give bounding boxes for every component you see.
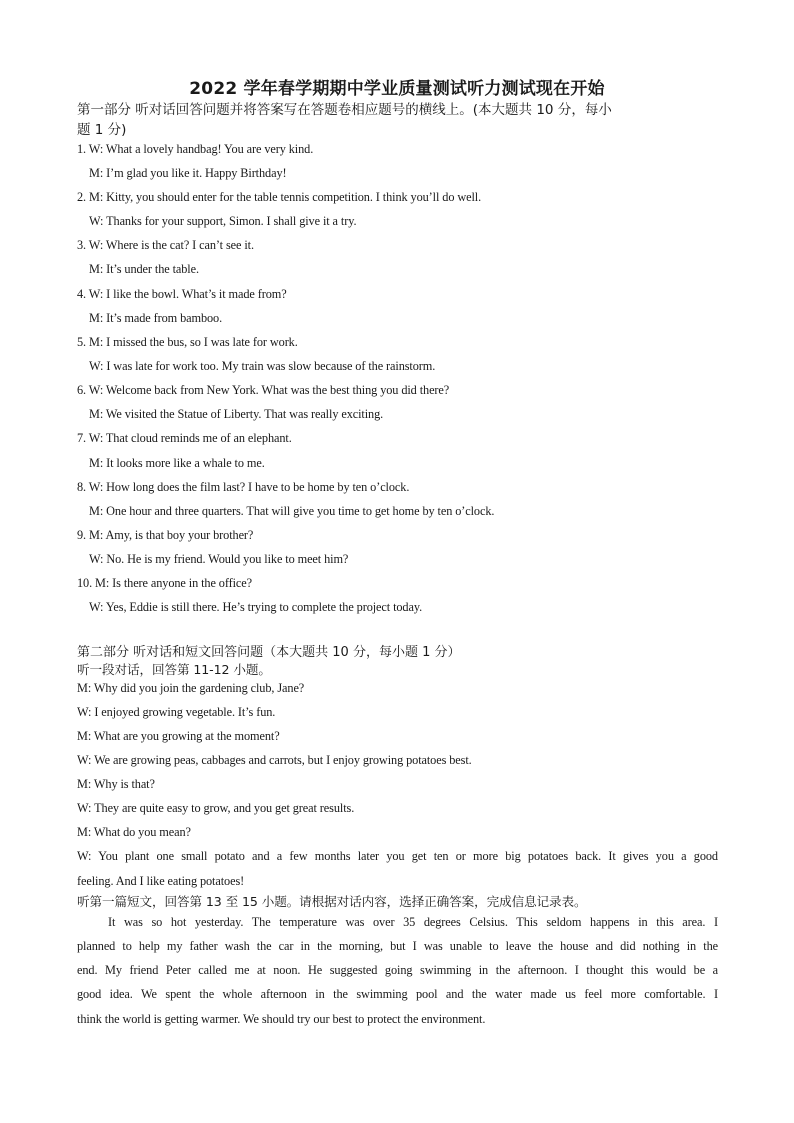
passage-line-text: end. My friend Peter called me at noon. He suggested going swimming in the afternoon. I thought this would be a [77, 963, 718, 977]
dialogue-3-question: 3. W: Where is the cat? I can’t see it. [77, 238, 254, 252]
part2-dialogue-line [77, 848, 718, 864]
part2-dialogue-line: M: Why is that? [77, 777, 155, 791]
dialogue-4-question: 4. W: I like the bowl. What’s it made from? [77, 287, 287, 301]
dialogue-7-question: 7. W: That cloud reminds me of an elephant. [77, 431, 292, 445]
part2-dialogue-line-text: W: You plant one small potato and a few months later you get ten or more big potatoes back. It gives you a good [77, 849, 718, 863]
dialogue-9-question: 9. M: Amy, is that boy your brother? [77, 528, 254, 542]
part2-dialogue-line: M: Why did you join the gardening club, Jane? [77, 681, 305, 695]
part2-subheading-passage: 听第一篇短文，回答第 13 至 15 小题。请根据对话内容，选择正确答案，完成信息记录表。 [77, 894, 587, 909]
part1-header-line1: 第一部分 听对话回答问题并将答案写在答题卷相应题号的横线上。(本大题共 10 分，每小 [77, 102, 612, 118]
part2-dialogue-line: W: I enjoyed growing vegetable. It’s fun. [77, 705, 276, 719]
part2-dialogue-line: M: What do you mean? [77, 825, 191, 839]
passage-line [108, 914, 718, 930]
dialogue-6-question: 6. W: Welcome back from New York. What was the best thing you did there? [77, 383, 450, 397]
passage-line-text: good idea. We spent the whole afternoon in the swimming pool and the water made us feel more comfortable. I [77, 987, 718, 1001]
part2-subheading-dialogue: 听一段对话，回答第 11-12 小题。 [77, 662, 271, 677]
passage-line: think the world is getting warmer. We should try our best to protect the environment. [77, 1012, 486, 1026]
dialogue-6-answer: M: We visited the Statue of Liberty. That was really exciting. [89, 407, 384, 421]
dialogue-2-question: 2. M: Kitty, you should enter for the table tennis competition. I think you’ll do well. [77, 190, 482, 204]
passage-line-text: planned to help my father wash the car in the morning, but I was unable to leave the house and did nothing in the [77, 939, 718, 953]
dialogue-8-question: 8. W: How long does the film last? I have to be home by ten o’clock. [77, 480, 410, 494]
dialogue-10-answer: W: Yes, Eddie is still there. He’s trying to complete the project today. [89, 600, 423, 614]
dialogue-7-answer: M: It looks more like a whale to me. [89, 456, 265, 470]
passage-line [77, 986, 718, 1002]
passage-line-text: It was so hot yesterday. The temperature was over 35 degrees Celsius. This seldom happens in this area. I [108, 915, 718, 929]
part2-dialogue-line: M: What are you growing at the moment? [77, 729, 280, 743]
part2-dialogue-line: W: They are quite easy to grow, and you get great results. [77, 801, 355, 815]
passage-line [77, 938, 718, 954]
part1-header-line2: 题 1 分) [77, 122, 127, 138]
dialogue-4-answer: M: It’s made from bamboo. [89, 311, 223, 325]
dialogue-9-answer: W: No. He is my friend. Would you like to meet him? [89, 552, 349, 566]
page-title: 2022 学年春学期期中学业质量测试听力测试现在开始 [189, 79, 605, 99]
part2-header: 第二部分 听对话和短文回答问题（本大题共 10 分，每小题 1 分） [77, 645, 461, 660]
dialogue-3-answer: M: It’s under the table. [89, 262, 199, 276]
dialogue-1-answer: M: I’m glad you like it. Happy Birthday! [89, 166, 287, 180]
passage-line [77, 962, 718, 978]
dialogue-10-question: 10. M: Is there anyone in the office? [77, 576, 253, 590]
part2-dialogue-line: W: We are growing peas, cabbages and carrots, but I enjoy growing potatoes best. [77, 753, 472, 767]
dialogue-5-answer: W: I was late for work too. My train was slow because of the rainstorm. [89, 359, 436, 373]
dialogue-2-answer: W: Thanks for your support, Simon. I shall give it a try. [89, 214, 357, 228]
dialogue-8-answer: M: One hour and three quarters. That will give you time to get home by ten o’clock. [89, 504, 495, 518]
dialogue-5-question: 5. M: I missed the bus, so I was late for work. [77, 335, 298, 349]
part2-dialogue-line: feeling. And I like eating potatoes! [77, 874, 245, 888]
dialogue-1-question: 1. W: What a lovely handbag! You are very kind. [77, 142, 314, 156]
